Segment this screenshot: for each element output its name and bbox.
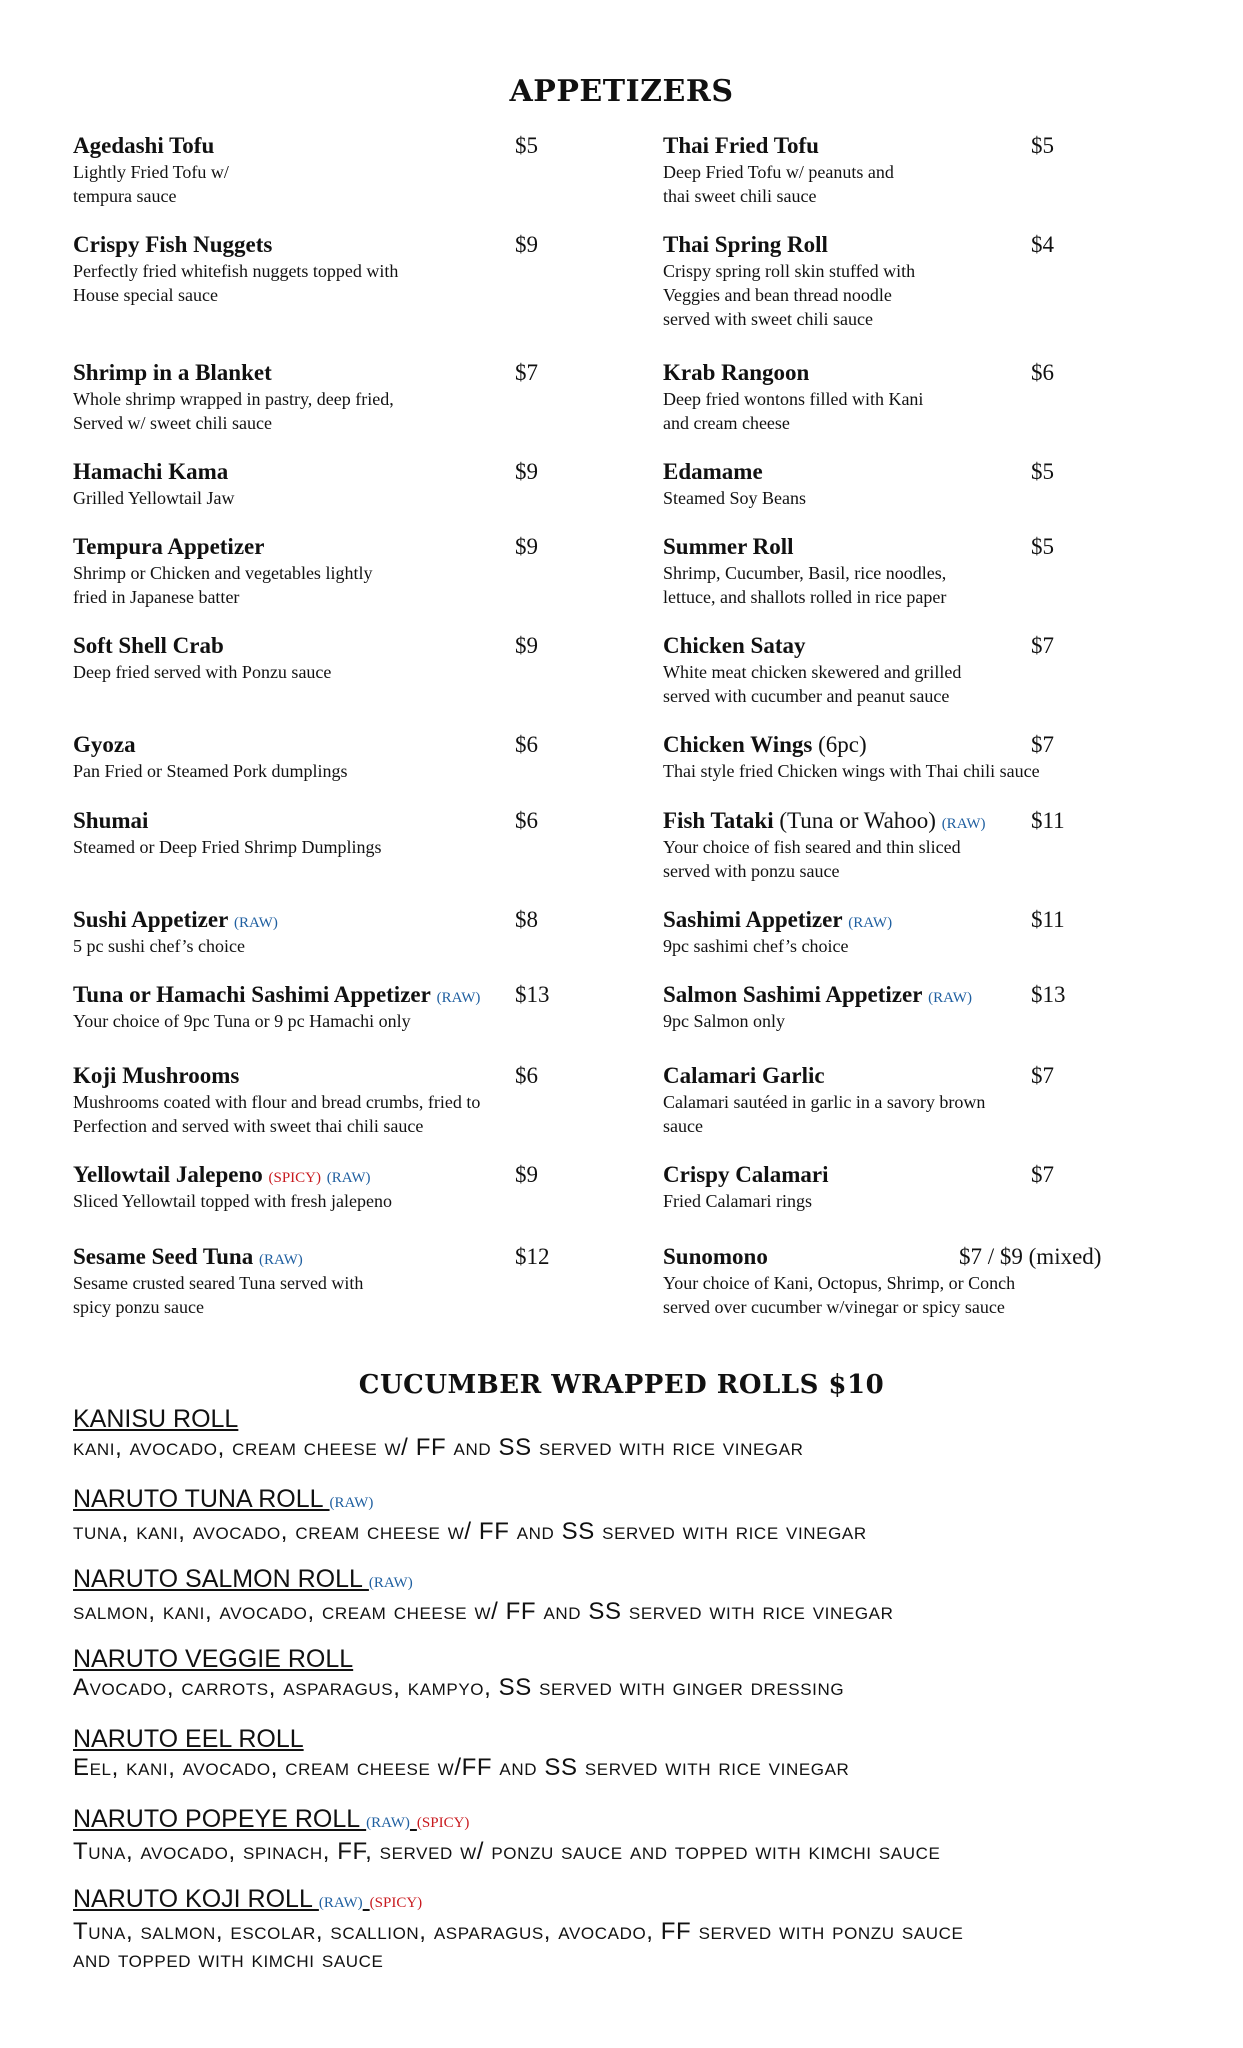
menu-item-name: Tuna or Hamachi Sashimi Appetizer [73,982,431,1007]
roll-name [73,1564,1193,1598]
menu-item-header [663,533,1183,561]
menu-item-description: Your choice of fish seared and thin sliced [663,837,961,857]
menu-item [73,632,593,684]
menu-item-header [73,906,593,934]
menu-item-description: 9pc Salmon only [663,1011,785,1031]
menu-item-description: Sliced Yellowtail topped with fresh jalepeno [73,1191,392,1211]
roll-name [73,1724,1193,1754]
menu-item-name: Chicken Wings [663,732,813,757]
menu-item-description: Whole shrimp wrapped in pastry, deep fried, [73,389,394,409]
spicy-tag: (SPICY) [416,1815,470,1831]
roll-name [73,1404,1193,1434]
menu-item [73,1062,593,1138]
menu-item-description: Lightly Fried Tofu w/ [73,162,229,182]
menu-item-name: Salmon Sashimi Appetizer [663,982,923,1007]
menu-item [663,533,1183,609]
menu-item [73,731,593,783]
raw-tag: (RAW) [234,915,278,931]
roll-description: kani, avocado, cream cheese w/ FF and SS served with rice vinegar [73,1434,804,1461]
menu-item-header [73,731,593,759]
menu-item-price: $6 [515,808,538,833]
raw-tag: (RAW) [329,1495,374,1511]
roll-item [73,1484,1193,1546]
menu-item-name: Gyoza [73,732,136,757]
roll-description: Tuna, avocado, spinach, FF, served w/ ponzu sauce and topped with kimchi sauce [73,1838,941,1865]
menu-item-description: Mushrooms coated with flour and bread crumbs, fried to [73,1092,481,1112]
roll-description: tuna, kani, avocado, cream cheese w/ FF and SS served with rice vinegar [73,1518,867,1545]
menu-item [663,906,1183,958]
menu-item-name: Sunomono [663,1244,768,1269]
menu-item [73,1243,593,1319]
roll-name [73,1884,1193,1918]
menu-item [663,458,1183,510]
rolls-section-title: CUCUMBER WRAPPED ROLLS $10 [358,1370,885,1400]
menu-item-header [663,1062,1183,1090]
menu-item-description: Calamari sautéed in garlic in a savory brown [663,1092,986,1112]
raw-tag: (RAW) [436,990,481,1006]
roll-item [73,1804,1193,1866]
raw-tag: (RAW) [326,1170,371,1186]
roll-item [73,1404,1193,1462]
menu-item [73,359,593,435]
roll-name [73,1484,1193,1518]
menu-item [73,807,593,859]
menu-item-header [73,807,593,835]
menu-item-description: Veggies and bean thread noodle [663,285,892,305]
menu-item-header [663,1243,1183,1271]
raw-tag: (RAW) [318,1895,363,1911]
menu-item-header [73,1243,593,1271]
menu-item-name: Sushi Appetizer [73,907,229,932]
menu-item-description: Perfectly fried whitefish nuggets topped with [73,261,399,281]
menu-item-price: $7 [1031,1162,1054,1187]
menu-item-description: Deep Fried Tofu w/ peanuts and [663,162,894,182]
roll-name-text: NARUTO TUNA ROLL [73,1485,330,1513]
menu-item-price: $5 [1031,459,1054,484]
roll-description: and topped with kimchi sauce [73,1946,384,1973]
menu-item-description: Pan Fried or Steamed Pork dumplings [73,761,348,781]
menu-item-name: Soft Shell Crab [73,633,224,658]
raw-tag: (RAW) [366,1815,410,1831]
menu-item-description: served with cucumber and peanut sauce [663,686,950,706]
menu-item-description: tempura sauce [73,186,177,206]
menu-item [73,458,593,510]
menu-item-price: $13 [515,982,550,1007]
menu-item-header [663,807,1183,835]
roll-description: salmon, kani, avocado, cream cheese w/ FF and SS served with rice vinegar [73,1598,894,1625]
roll-description: Tuna, salmon, escolar, scallion, asparagus, avocado, FF served with ponzu sauce [73,1918,964,1945]
menu-item-name: Shrimp in a Blanket [73,360,272,385]
menu-item-description: Deep fried served with Ponzu sauce [73,662,332,682]
menu-item-price: $9 [515,1162,538,1187]
menu-item-header [663,632,1183,660]
menu-item-name: Crispy Fish Nuggets [73,232,273,257]
roll-name [73,1804,1193,1838]
roll-name-text: NARUTO VEGGIE ROLL [73,1645,354,1673]
menu-item-description: Steamed or Deep Fried Shrimp Dumplings [73,837,382,857]
menu-item-name: Calamari Garlic [663,1063,825,1088]
menu-item-description: Thai style fried Chicken wings with Thai chili sauce [663,761,1040,781]
roll-name-text: NARUTO SALMON ROLL [73,1565,369,1593]
menu-item-portion: (Tuna or Wahoo) [773,808,936,833]
menu-item-name: Sesame Seed Tuna [73,1244,254,1269]
menu-item-header [663,458,1183,486]
menu-item-description: Perfection and served with sweet thai chili sauce [73,1116,424,1136]
roll-item [73,1644,1193,1702]
menu-item-name: Crispy Calamari [663,1162,829,1187]
menu-item-name: Agedashi Tofu [73,133,215,158]
menu-item [663,1161,1183,1213]
menu-item-header [663,731,1183,759]
menu-item-description: Grilled Yellowtail Jaw [73,488,235,508]
menu-item [663,981,1183,1033]
menu-item-description: spicy ponzu sauce [73,1297,204,1317]
menu-item-description: Fried Calamari rings [663,1191,812,1211]
menu-item-price: $7 [1031,1063,1054,1088]
menu-item-header [73,359,593,387]
roll-name-text: KANISU ROLL [73,1405,239,1433]
menu-item-description: served with sweet chili sauce [663,309,873,329]
roll-item [73,1884,1193,1974]
menu-item-description: House special sauce [73,285,218,305]
menu-item-description: sauce [663,1116,703,1136]
raw-tag: (RAW) [368,1575,413,1591]
menu-item-description: Your choice of 9pc Tuna or 9 pc Hamachi only [73,1011,411,1031]
menu-item-name: Tempura Appetizer [73,534,265,559]
menu-item-description: Steamed Soy Beans [663,488,806,508]
menu-item-price: $4 [1031,232,1054,257]
menu-item-name: Yellowtail Jalepeno [73,1162,263,1187]
menu-item-price: $5 [515,133,538,158]
roll-description: Eel, kani, avocado, cream cheese w/FF and SS served with rice vinegar [73,1754,850,1781]
roll-description: Avocado, carrots, asparagus, kampyo, SS served with ginger dressing [73,1674,845,1701]
menu-item [663,231,1183,331]
menu-item-name: Thai Fried Tofu [663,133,819,158]
menu-item-price: $11 [1031,808,1065,833]
spicy-tag: (SPICY) [268,1170,322,1186]
roll-name-text: NARUTO POPEYE ROLL [73,1805,367,1833]
menu-item-header [663,981,1183,1009]
menu-item [73,231,593,307]
menu-item [663,807,1183,883]
menu-item-description: Shrimp, Cucumber, Basil, rice noodles, [663,563,947,583]
menu-item-description: 5 pc sushi chef’s choice [73,936,245,956]
menu-item [663,132,1183,208]
menu-item-description: Deep fried wontons filled with Kani [663,389,924,409]
menu-item-description: and cream cheese [663,413,790,433]
menu-item [73,132,593,208]
menu-item [73,533,593,609]
menu-item-name: Hamachi Kama [73,459,229,484]
roll-name-text: NARUTO KOJI ROLL [73,1885,319,1913]
menu-item-price: $9 [515,534,538,559]
menu-item-name: Chicken Satay [663,633,806,658]
menu-item [663,632,1183,708]
menu-item-name: Krab Rangoon [663,360,810,385]
menu-item-header [73,458,593,486]
menu-item-name: Thai Spring Roll [663,232,828,257]
menu-item-price: $12 [515,1244,550,1269]
menu-item-name: Fish Tataki [663,808,774,833]
menu-item-description: Served w/ sweet chili sauce [73,413,272,433]
menu-item-price: $7 [1031,732,1054,757]
raw-tag: (RAW) [848,915,893,931]
menu-item-price: $13 [1031,982,1066,1007]
menu-item-header [663,231,1183,259]
menu-item [663,1243,1183,1319]
menu-item-description: Sesame crusted seared Tuna served with [73,1273,364,1293]
menu-item-header [663,359,1183,387]
menu-item-header [73,533,593,561]
menu-item-description: thai sweet chili sauce [663,186,817,206]
menu-item-price: $5 [1031,133,1054,158]
menu-item-price: $7 [515,360,538,385]
spicy-tag: (SPICY) [369,1895,423,1911]
menu-item-name: Koji Mushrooms [73,1063,240,1088]
menu-item-name: Summer Roll [663,534,794,559]
menu-item-description: Your choice of Kani, Octopus, Shrimp, or Conch [663,1273,1016,1293]
menu-item-header [73,632,593,660]
menu-item-price: $6 [1031,360,1054,385]
menu-item-name: Shumai [73,808,149,833]
menu-item-description: served with ponzu sauce [663,861,840,881]
roll-name [73,1644,1193,1674]
menu-item [73,906,593,958]
roll-item [73,1564,1193,1626]
menu-item [73,1161,593,1213]
menu-item-price: $7 / $9 (mixed) [959,1244,1102,1269]
menu-item-description: fried in Japanese batter [73,587,240,607]
menu-item-header [73,1062,593,1090]
menu-item-price: $5 [1031,534,1054,559]
menu-item-price: $6 [515,732,538,757]
menu-item-header [73,231,593,259]
menu-item-header [663,1161,1183,1189]
menu-item-header [663,132,1183,160]
roll-name-text: NARUTO EEL ROLL [73,1725,304,1753]
menu-item-price: $8 [515,907,538,932]
menu-item-header [73,1161,593,1189]
raw-tag: (RAW) [928,990,972,1006]
menu-item-description: lettuce, and shallots rolled in rice paper [663,587,947,607]
menu-item-description: Crispy spring roll skin stuffed with [663,261,916,281]
menu-item [663,359,1183,435]
menu-item-header [663,906,1183,934]
menu-item-price: $9 [515,232,538,257]
menu-item-price: $11 [1031,907,1065,932]
menu-item-description: Shrimp or Chicken and vegetables lightly [73,563,373,583]
menu-item-price: $6 [515,1063,538,1088]
raw-tag: (RAW) [941,816,986,832]
menu-item [73,981,593,1033]
menu-item [663,1062,1183,1138]
appetizers-title: APPETIZERS [509,74,734,109]
menu-item-portion: (6pc) [812,732,867,757]
menu-item-description: served over cucumber w/vinegar or spicy sauce [663,1297,1005,1317]
menu-item-name: Edamame [663,459,763,484]
menu-item [663,731,1183,783]
menu-item-header [73,981,593,1009]
roll-item [73,1724,1193,1782]
raw-tag: (RAW) [258,1252,303,1268]
menu-item-description: 9pc sashimi chef’s choice [663,936,849,956]
menu-item-price: $9 [515,459,538,484]
menu-item-header [73,132,593,160]
menu-item-description: White meat chicken skewered and grilled [663,662,962,682]
menu-item-name: Sashimi Appetizer [663,907,843,932]
menu-item-price: $9 [515,633,538,658]
menu-item-price: $7 [1031,633,1054,658]
